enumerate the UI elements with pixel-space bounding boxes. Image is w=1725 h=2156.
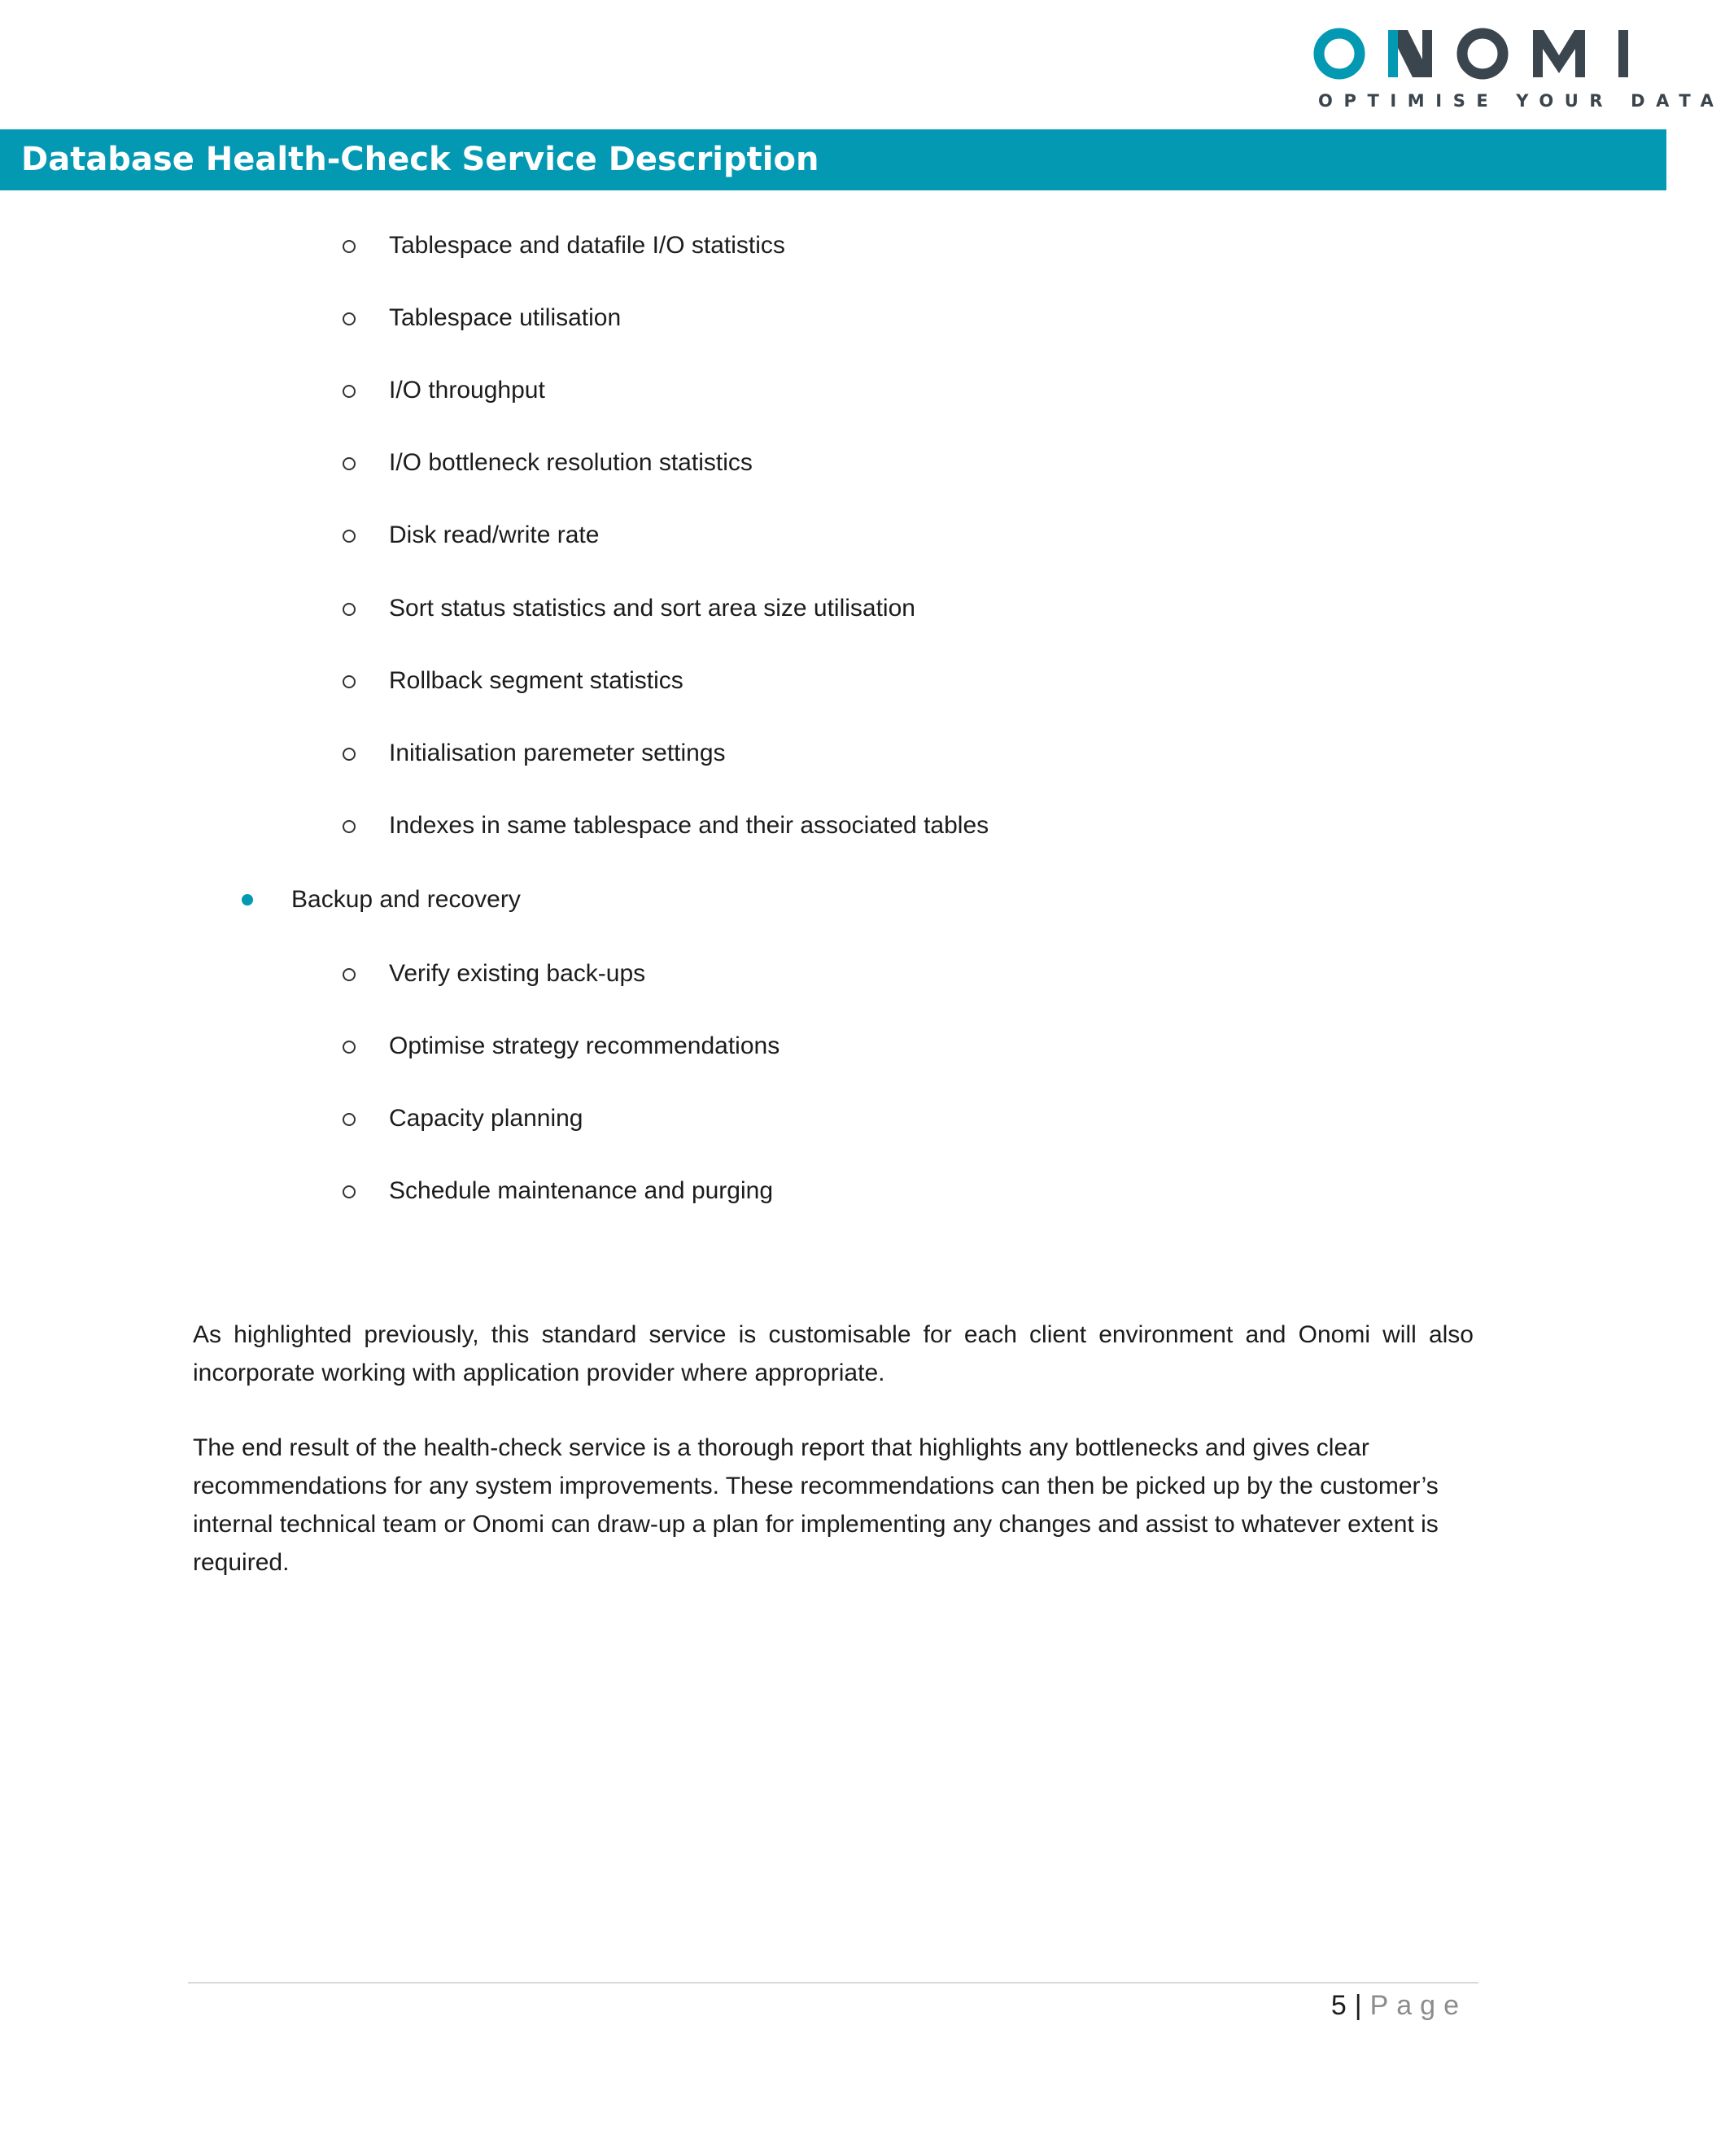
hollow-circle-bullet-icon (343, 748, 356, 761)
hollow-circle-bullet-icon (343, 968, 356, 981)
list-item: Rollback segment statistics (389, 667, 683, 694)
hollow-circle-bullet-icon (343, 385, 356, 398)
list-item: Tablespace utilisation (389, 304, 622, 331)
hollow-circle-bullet-icon (343, 530, 356, 543)
page-label: Page (1369, 1990, 1467, 2021)
list-item: Sort status statistics and sort area size utilisation (389, 595, 915, 622)
list-item: I/O throughput (389, 377, 545, 404)
hollow-circle-bullet-icon (343, 1041, 356, 1054)
list-item: Verify existing back-ups (389, 960, 646, 987)
list-item: Disk read/write rate (389, 522, 600, 548)
paragraph-customisable-service: As highlighted previously, this standard service is customisable for each client environment and Onomi will also incorporate working with application provider where appropriate. (193, 1321, 1474, 1386)
hollow-circle-bullet-icon (343, 1113, 356, 1126)
hollow-circle-bullet-icon (343, 240, 356, 253)
list-item: Indexes in same tablespace and their associated tables (389, 812, 989, 839)
hollow-circle-bullet-icon (343, 457, 356, 470)
hollow-circle-bullet-icon (343, 312, 356, 325)
paragraph-end-result: The end result of the health-check service is a thorough report that highlights any bottlenecks and gives clear recommendations for any system improvements. These recommendations can then be picked up by the customer’s internal technical team or Onomi can draw-up a plan for implementing any changes and assist to whatever extent is required. (193, 1434, 1439, 1576)
section-item-backup-recovery: Backup and recovery (291, 886, 521, 913)
list-item: Optimise strategy recommendations (389, 1032, 780, 1059)
list-item: I/O bottleneck resolution statistics (389, 449, 753, 476)
hollow-circle-bullet-icon (343, 603, 356, 616)
list-item: Schedule maintenance and purging (389, 1177, 774, 1204)
list-item: Initialisation paremeter settings (389, 740, 726, 766)
list-item: Capacity planning (389, 1105, 583, 1132)
logo-tagline: OPTIMISE YOUR DATA (1318, 91, 1725, 111)
title-bar (0, 129, 1666, 190)
onomi-wordmark-logo (1313, 23, 1639, 88)
hollow-circle-bullet-icon (343, 1185, 356, 1198)
document-title: Database Health-Check Service Description (21, 141, 819, 178)
onomi-logo (1313, 23, 1725, 112)
hollow-circle-bullet-icon (343, 820, 356, 833)
hollow-circle-bullet-icon (343, 675, 356, 688)
teal-dot-bullet-icon (242, 894, 253, 906)
page-footer (1331, 1985, 1467, 2026)
page-separator: | (1354, 1990, 1362, 2021)
list-item: Tablespace and datafile I/O statistics (389, 232, 785, 259)
page-number: 5 (1330, 1990, 1347, 2021)
footer-divider (188, 1982, 1478, 1984)
